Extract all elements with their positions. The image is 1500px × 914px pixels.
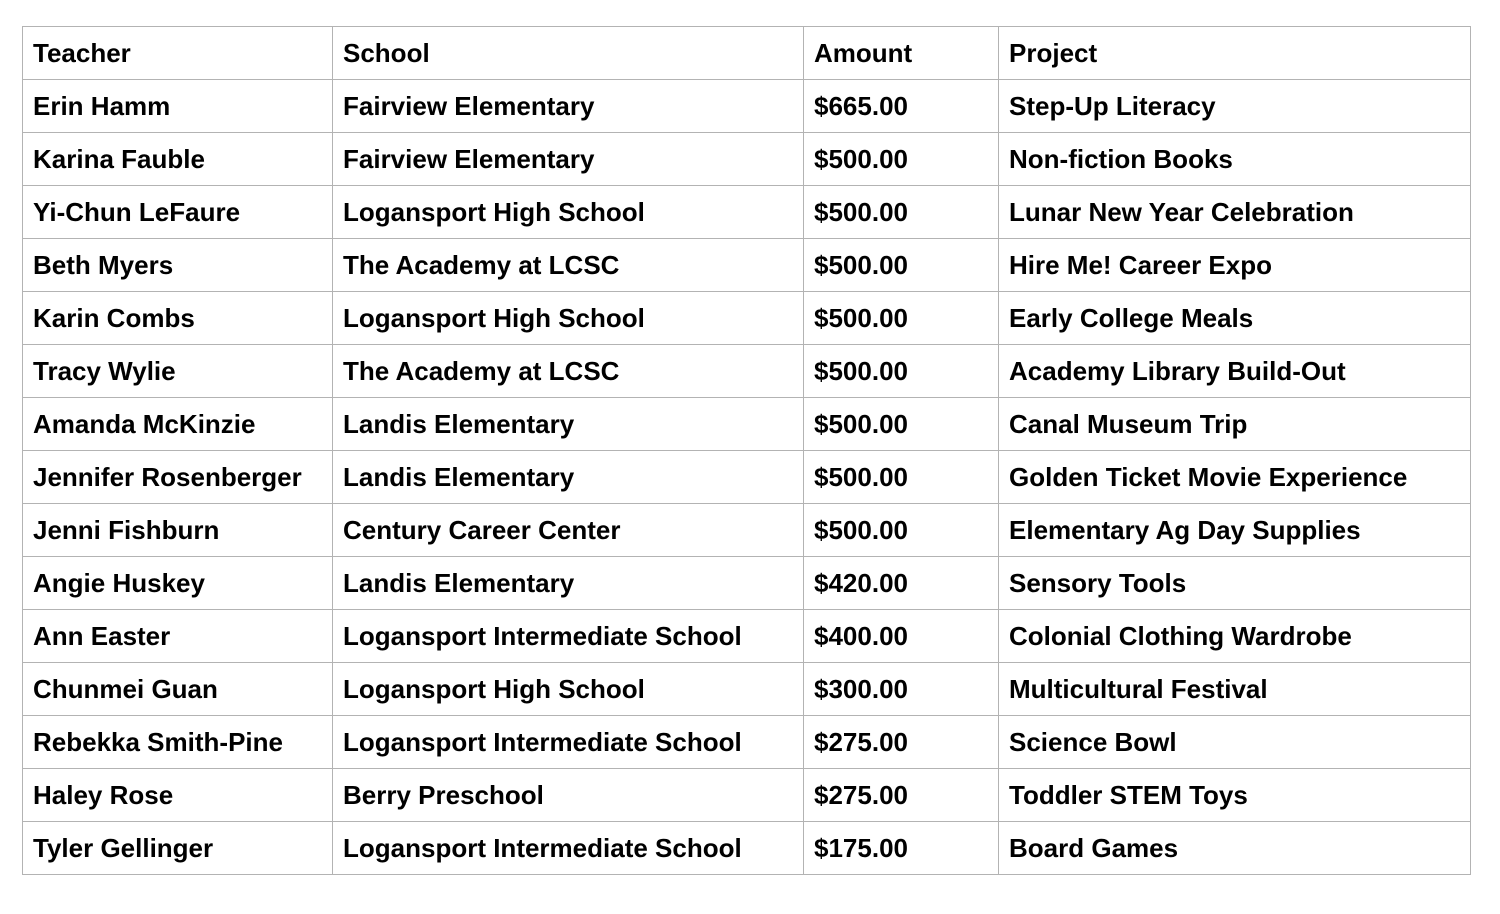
table-row <box>23 610 1471 663</box>
table-row <box>23 80 1471 133</box>
cell-amount: $500.00 <box>804 504 999 557</box>
cell-amount: $500.00 <box>804 345 999 398</box>
cell-project: Elementary Ag Day Supplies <box>999 504 1471 557</box>
cell-project: Multicultural Festival <box>999 663 1471 716</box>
cell-school: Fairview Elementary <box>333 133 804 186</box>
cell-teacher: Yi-Chun LeFaure <box>23 186 333 239</box>
cell-amount: $500.00 <box>804 398 999 451</box>
cell-school: Berry Preschool <box>333 769 804 822</box>
cell-amount: $400.00 <box>804 610 999 663</box>
cell-school: Landis Elementary <box>333 451 804 504</box>
table-row <box>23 769 1471 822</box>
cell-amount: $300.00 <box>804 663 999 716</box>
cell-school: Logansport High School <box>333 292 804 345</box>
table-row <box>23 451 1471 504</box>
table-row <box>23 557 1471 610</box>
header-teacher: Teacher <box>23 27 333 80</box>
cell-project: Science Bowl <box>999 716 1471 769</box>
cell-teacher: Tyler Gellinger <box>23 822 333 875</box>
cell-teacher: Ann Easter <box>23 610 333 663</box>
cell-teacher: Jenni Fishburn <box>23 504 333 557</box>
table-header <box>23 27 1471 80</box>
table-row <box>23 186 1471 239</box>
cell-teacher: Angie Huskey <box>23 557 333 610</box>
cell-teacher: Haley Rose <box>23 769 333 822</box>
table-row <box>23 822 1471 875</box>
cell-amount: $175.00 <box>804 822 999 875</box>
cell-amount: $420.00 <box>804 557 999 610</box>
cell-project: Toddler STEM Toys <box>999 769 1471 822</box>
cell-school: Logansport High School <box>333 663 804 716</box>
table-row <box>23 239 1471 292</box>
cell-project: Lunar New Year Celebration <box>999 186 1471 239</box>
cell-amount: $500.00 <box>804 133 999 186</box>
cell-amount: $275.00 <box>804 716 999 769</box>
cell-teacher: Erin Hamm <box>23 80 333 133</box>
cell-teacher: Beth Myers <box>23 239 333 292</box>
cell-school: Logansport Intermediate School <box>333 610 804 663</box>
header-project: Project <box>999 27 1471 80</box>
cell-project: Sensory Tools <box>999 557 1471 610</box>
cell-amount: $500.00 <box>804 239 999 292</box>
table-row <box>23 133 1471 186</box>
cell-amount: $500.00 <box>804 186 999 239</box>
cell-project: Academy Library Build-Out <box>999 345 1471 398</box>
cell-project: Non-fiction Books <box>999 133 1471 186</box>
cell-project: Golden Ticket Movie Experience <box>999 451 1471 504</box>
cell-amount: $500.00 <box>804 451 999 504</box>
table-row <box>23 345 1471 398</box>
cell-school: Logansport Intermediate School <box>333 822 804 875</box>
cell-amount: $665.00 <box>804 80 999 133</box>
cell-project: Colonial Clothing Wardrobe <box>999 610 1471 663</box>
cell-school: The Academy at LCSC <box>333 345 804 398</box>
cell-amount: $500.00 <box>804 292 999 345</box>
cell-teacher: Chunmei Guan <box>23 663 333 716</box>
table-row <box>23 716 1471 769</box>
table-row <box>23 398 1471 451</box>
cell-school: Landis Elementary <box>333 398 804 451</box>
cell-project: Early College Meals <box>999 292 1471 345</box>
cell-school: Logansport Intermediate School <box>333 716 804 769</box>
cell-teacher: Jennifer Rosenberger <box>23 451 333 504</box>
cell-school: Landis Elementary <box>333 557 804 610</box>
cell-teacher: Karin Combs <box>23 292 333 345</box>
table-row <box>23 292 1471 345</box>
cell-project: Board Games <box>999 822 1471 875</box>
cell-school: Logansport High School <box>333 186 804 239</box>
cell-amount: $275.00 <box>804 769 999 822</box>
header-amount: Amount <box>804 27 999 80</box>
header-school: School <box>333 27 804 80</box>
cell-school: Century Career Center <box>333 504 804 557</box>
cell-project: Canal Museum Trip <box>999 398 1471 451</box>
table-row <box>23 663 1471 716</box>
cell-teacher: Amanda McKinzie <box>23 398 333 451</box>
cell-project: Hire Me! Career Expo <box>999 239 1471 292</box>
cell-teacher: Rebekka Smith-Pine <box>23 716 333 769</box>
cell-teacher: Karina Fauble <box>23 133 333 186</box>
cell-school: The Academy at LCSC <box>333 239 804 292</box>
header-row <box>23 27 1471 80</box>
cell-project: Step-Up Literacy <box>999 80 1471 133</box>
cell-school: Fairview Elementary <box>333 80 804 133</box>
grants-table <box>22 26 1471 875</box>
cell-teacher: Tracy Wylie <box>23 345 333 398</box>
table-row <box>23 504 1471 557</box>
table-body <box>23 80 1471 875</box>
